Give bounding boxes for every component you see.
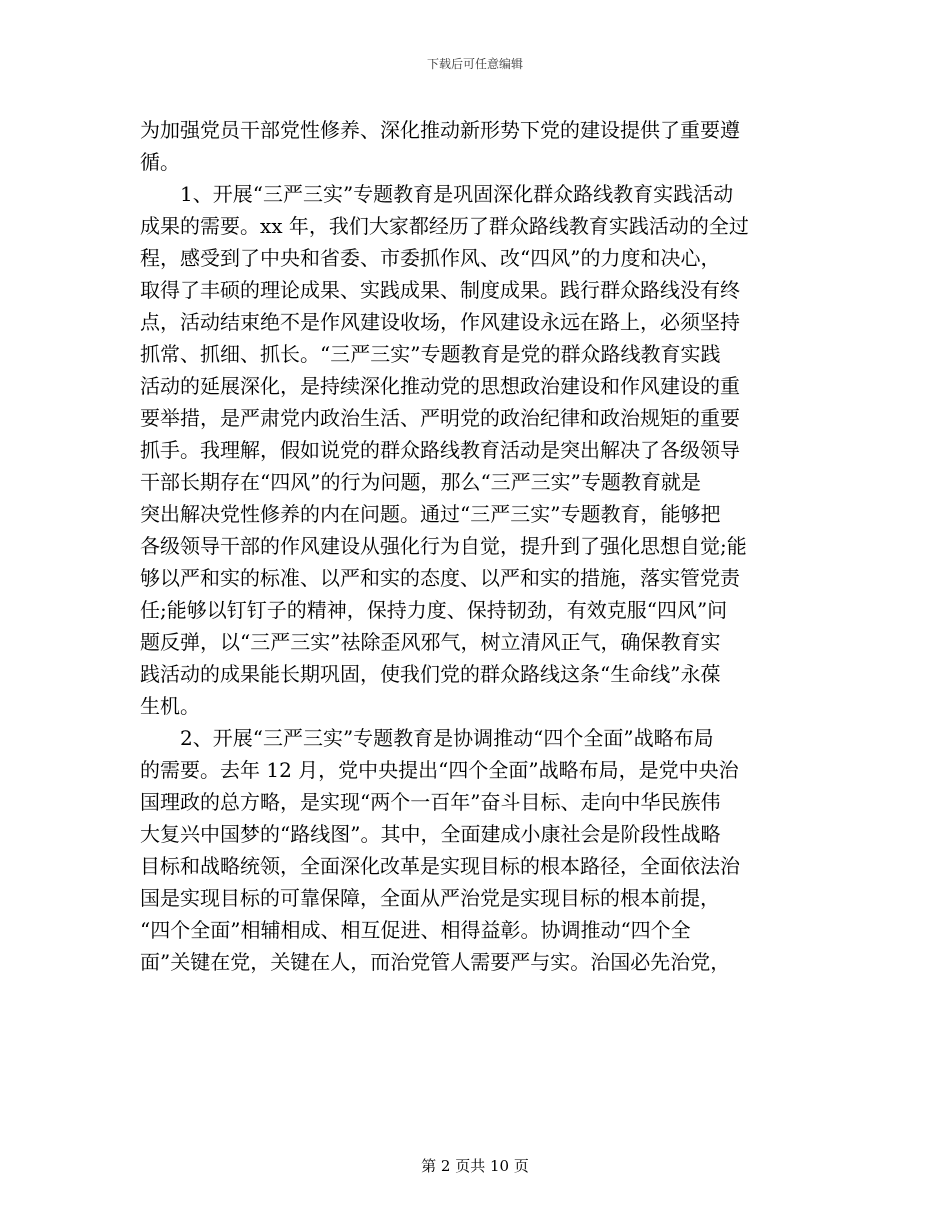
text-line: 取得了丰硕的理论成果、实践成果、制度成果。践行群众路线没有终 xyxy=(140,278,740,302)
text-line: 点，活动结束绝不是作风建设收场，作风建设永远在路上，必须坚持 xyxy=(140,310,740,334)
text-line: 够以严和实的标准、以严和实的态度、以严和实的措施，落实管党责 xyxy=(140,566,740,590)
text-line: 1、开展“三严三实”专题教育是巩固深化群众路线教育实践活动 xyxy=(140,182,734,206)
text-line: 为加强党员干部党性修养、深化推动新形势下党的建设提供了重要遵 xyxy=(140,118,740,142)
text-line: 目标和战略统领，全面深化改革是实现目标的根本路径，全面依法治 xyxy=(140,854,740,878)
text-line: 国是实现目标的可靠保障，全面从严治党是实现目标的根本前提， xyxy=(140,886,720,910)
text-line: 各级领导干部的作风建设从强化行为自觉，提升到了强化思想自觉;能 xyxy=(140,534,747,558)
text-line: 突出解决党性修养的内在问题。通过“三严三实”专题教育，能够把 xyxy=(140,502,721,526)
text-line: 2、开展“三严三实”专题教育是协调推动“四个全面”战略布局 xyxy=(140,726,714,750)
page-number: 第 2 页共 10 页 xyxy=(421,1157,529,1175)
paragraph-1 xyxy=(140,114,812,178)
text-line: “四个全面”相辅相成、相互促进、相得益彰。协调推动“四个全 xyxy=(140,918,691,942)
document-body xyxy=(140,114,812,978)
text-line: 成果的需要。xx 年，我们大家都经历了群众路线教育实践活动的全过 xyxy=(140,214,749,238)
paragraph-2 xyxy=(140,178,812,722)
text-line: 面”关键在党，关键在人，而治党管人需要严与实。治国必先治党， xyxy=(140,950,731,974)
text-line: 生机。 xyxy=(140,694,200,718)
text-line: 活动的延展深化，是持续深化推动党的思想政治建设和作风建设的重 xyxy=(140,374,740,398)
text-line: 任;能够以钉钉子的精神，保持力度、保持韧劲，有效克服“四风”问 xyxy=(140,598,728,622)
text-line: 要举措，是严肃党内政治生活、严明党的政治纪律和政治规矩的重要 xyxy=(140,406,740,430)
text-line: 循。 xyxy=(140,150,180,174)
text-line: 的需要。去年 12 月，党中央提出“四个全面”战略布局，是党中央治 xyxy=(140,758,739,782)
text-line: 题反弹，以“三严三实”祛除歪风邪气，树立清风正气，确保教育实 xyxy=(140,630,721,654)
text-line: 抓手。我理解，假如说党的群众路线教育活动是突出解决了各级领导 xyxy=(140,438,740,462)
paragraph-3 xyxy=(140,722,812,978)
text-line: 大复兴中国梦的“路线图”。其中，全面建成小康社会是阶段性战略 xyxy=(140,822,721,846)
text-line: 抓常、抓细、抓长。“三严三实”专题教育是党的群众路线教育实践 xyxy=(140,342,721,366)
text-line: 干部长期存在“四风”的行为问题，那么“三严三实”专题教育就是 xyxy=(140,470,701,494)
text-line: 国理政的总方略，是实现“两个一百年”奋斗目标、走向中华民族伟 xyxy=(140,790,721,814)
page-header: 下载后可任意编辑 xyxy=(426,57,523,71)
text-line: 程，感受到了中央和省委、市委抓作风、改“四风”的力度和决心， xyxy=(140,246,721,270)
text-line: 践活动的成果能长期巩固，使我们党的群众路线这条“生命线”永葆 xyxy=(140,662,721,686)
